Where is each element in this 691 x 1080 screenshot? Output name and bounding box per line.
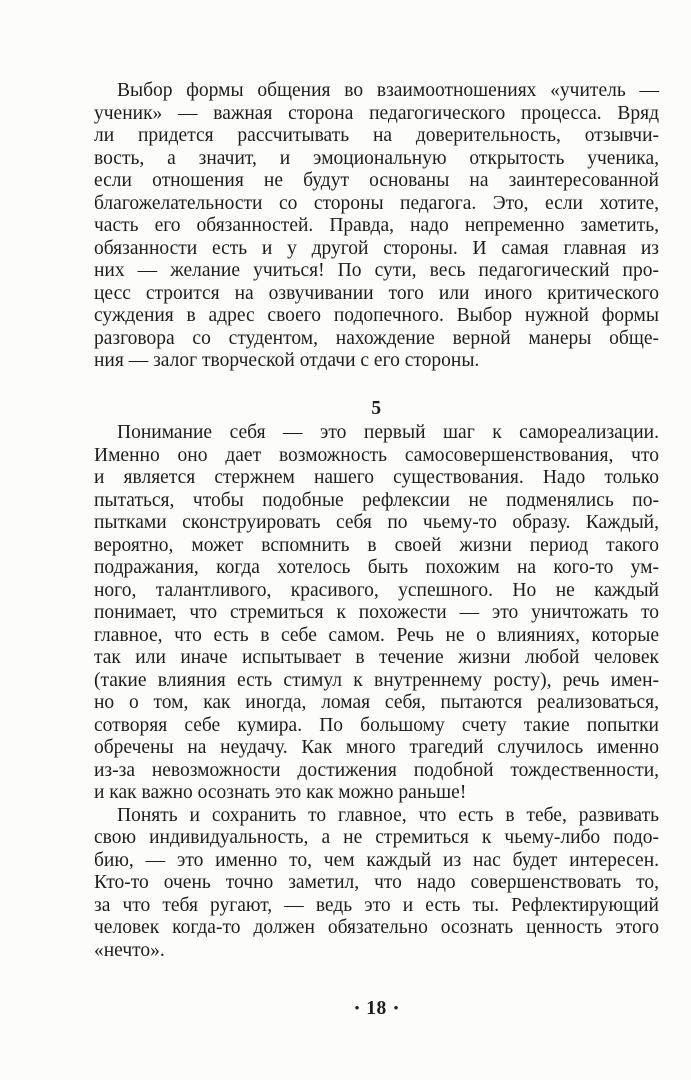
text-line: Кто-то очень точно заметил, что надо совершенствовать то,: [94, 872, 659, 893]
text-line: так или иначе испытывает в течение жизни любой человек: [94, 647, 659, 668]
text-line: цесс строится на озвучивании того или иного критического: [94, 282, 659, 304]
text-line: ли придется рассчитывать на доверительность, отзывчи-: [94, 125, 659, 146]
text-line: свою индивидуальность, а не стремиться к чьему-либо подо-: [94, 827, 659, 848]
paragraph: [94, 422, 659, 805]
footer-bullet-left: •: [354, 1000, 360, 1015]
page-number: 18: [366, 998, 387, 1019]
text-line: если отношения не будут основаны на заинтересованной: [94, 170, 659, 191]
text-line: Понимание себя — это первый шаг к самореализации.: [117, 422, 659, 443]
text-line: суждения в адрес своего подопечного. Выбор нужной формы: [94, 305, 659, 326]
text-line: Понять и сохранить то главное, что есть в тебе, развивать: [117, 804, 659, 826]
text-line: человек когда-то должен обязательно осознать ценность этого: [94, 917, 659, 938]
text-line: вость, а значит, и эмоциональную открытость ученика,: [94, 147, 659, 169]
paragraph: [94, 80, 659, 373]
text-line: пытаться, чтобы подобные рефлексии не подменялись по-: [94, 489, 659, 511]
paragraph: [94, 805, 659, 963]
text-line: и как важно осознать это как можно раньше!: [94, 782, 467, 803]
text-line: подражания, когда хотелось быть похожим на кого-то ум-: [94, 557, 659, 578]
text-line: бию, — это именно то, чем каждый из нас будет интересен.: [94, 849, 659, 871]
text-line: (такие влияния есть стимул к внутреннему росту), речь имен-: [94, 669, 659, 691]
text-line: пытками сконструировать себя по чьему-то образу. Каждый,: [94, 512, 659, 533]
text-line: часть его обязанностей. Правда, надо непременно заметить,: [94, 215, 659, 236]
text-line: и является стержнем нашего существования. Надо только: [94, 467, 659, 488]
section-number-heading: 5: [371, 397, 382, 419]
page-text: [94, 80, 659, 962]
text-line: Именно оно дает возможность самосовершенствования, что: [94, 444, 659, 466]
text-line: главное, что есть в себе самом. Речь не о влияниях, которые: [94, 624, 659, 646]
text-line: но о том, как иногда, ломая себя, пытаются реализоваться,: [94, 692, 659, 713]
text-line: из-за невозможности достижения подобной тождественности,: [94, 759, 659, 781]
text-line: благожелательности со стороны педагога. Это, если хотите,: [94, 192, 659, 214]
text-line: ния — залог творческой отдачи с его стороны.: [94, 350, 480, 371]
page-footer: [94, 997, 659, 1020]
text-line: ученик» — важная сторона педагогического процесса. Вряд: [94, 102, 659, 124]
text-line: Выбор формы общения во взаимоотношениях «учитель —: [117, 80, 659, 101]
footer-bullet-right: •: [393, 1000, 399, 1015]
text-line: разговора со студентом, нахождение верной манеры обще-: [94, 327, 659, 349]
text-line: «нечто».: [94, 939, 165, 961]
text-line: сотворяя себе кумира. По большому счету такие попытки: [94, 714, 659, 736]
text-line: понимает, что стремиться к похожести — это уничтожать то: [94, 602, 659, 623]
text-line: за что тебя ругают, — ведь это и есть ты. Рефлектирующий: [94, 894, 659, 916]
text-line: обязанности есть и у другой стороны. И самая главная из: [94, 237, 659, 259]
text-line: ного, талантливого, красивого, успешного. Но не каждый: [94, 579, 659, 601]
text-line: них — желание учиться! По сути, весь педагогический про-: [94, 260, 659, 281]
text-line: вероятно, может вспомнить в своей жизни период такого: [94, 534, 659, 556]
text-line: обречены на неудачу. Как много трагедий случилось именно: [94, 737, 659, 758]
